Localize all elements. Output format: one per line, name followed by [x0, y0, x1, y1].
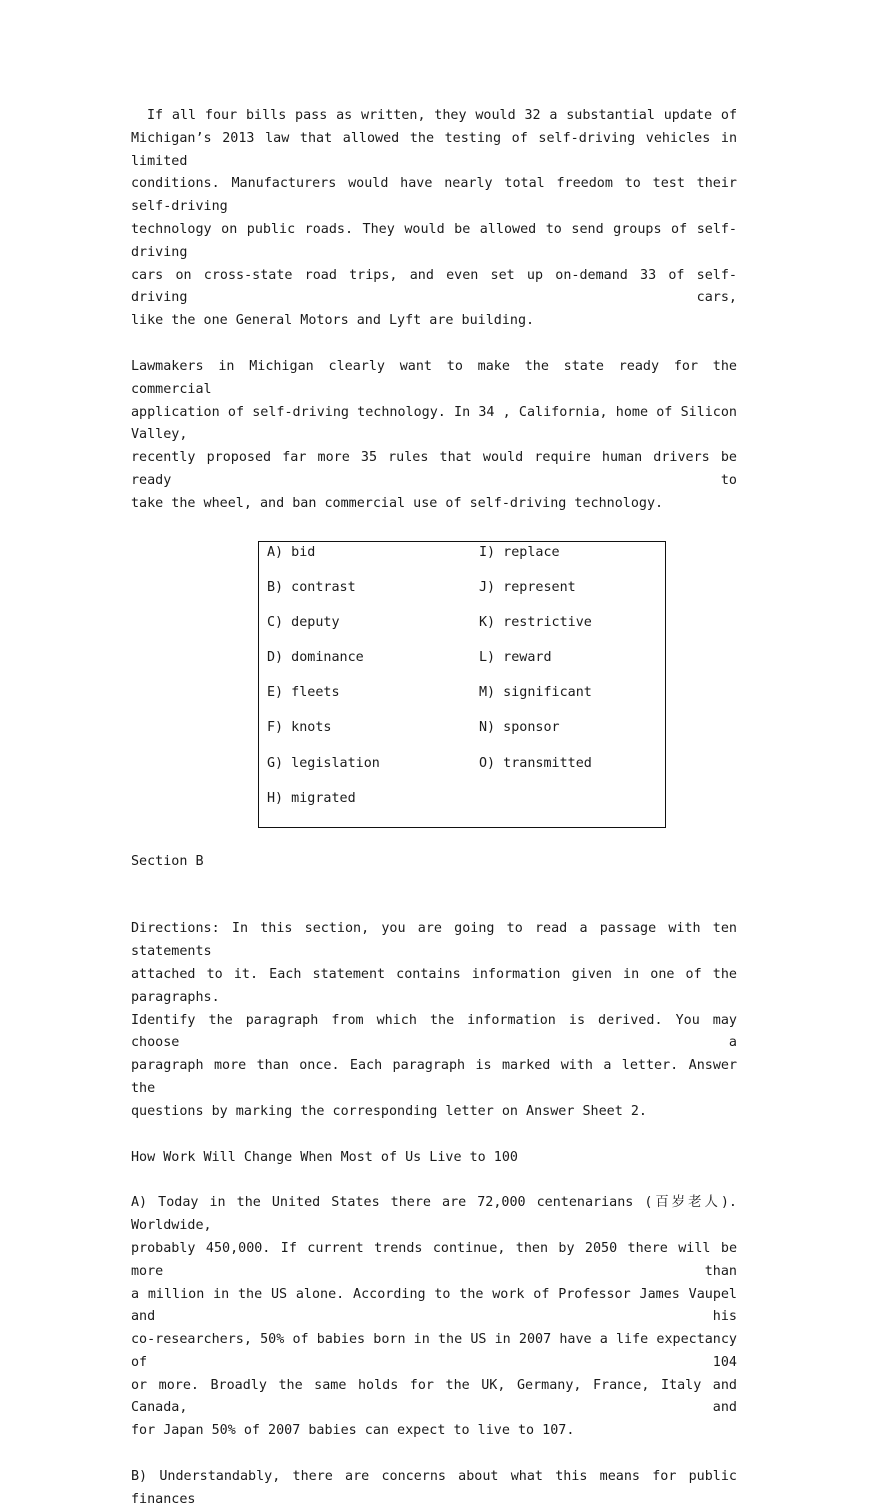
- text-line: Michigan’s 2013 law that allowed the testing of self-driving vehicles in limited: [131, 130, 737, 169]
- word-option: I) replace: [479, 544, 560, 560]
- text-line: cars on cross-state road trips, and even set up on-demand 33 of self-driving cars,: [131, 267, 737, 306]
- word-option: L) reward: [479, 649, 552, 665]
- word-option: E) fleets: [267, 684, 340, 700]
- word-option: C) deputy: [267, 614, 340, 630]
- text-line: for Japan 50% of 2007 babies can expect to live to 107.: [131, 1423, 575, 1439]
- text-line: a million in the US alone. According to the work of Professor James Vaupel and his: [131, 1286, 737, 1325]
- text-line: co-researchers, 50% of babies born in the US in 2007 have a life expectancy of 104: [131, 1332, 737, 1370]
- text-line: or more. Broadly the same holds for the UK, Germany, France, Italy and Canada, and: [131, 1377, 737, 1416]
- text-line: probably 450,000. If current trends continue, then by 2050 there will be more than: [131, 1240, 737, 1279]
- text-line: questions by marking the corresponding letter on Answer Sheet 2.: [131, 1103, 647, 1119]
- text-line: A) Today in the United States there are 72,000 centenarians (百岁老人). Worldwide,: [131, 1195, 737, 1234]
- document-page: [131, 105, 737, 1512]
- word-option: K) restrictive: [479, 614, 592, 630]
- paragraph-b: [131, 1466, 737, 1512]
- word-option: G) legislation: [267, 755, 380, 771]
- paragraph-a: [131, 1192, 737, 1443]
- passage-title: How Work Will Change When Most of Us Live to 100: [131, 1149, 518, 1165]
- text-line: attached to it. Each statement contains information given in one of the paragraphs.: [131, 966, 737, 1005]
- text-line: paragraph more than once. Each paragraph is marked with a letter. Answer the: [131, 1058, 737, 1096]
- word-option: N) sponsor: [479, 719, 560, 735]
- paragraph-1: [131, 105, 737, 333]
- text-line: recently proposed far more 35 rules that would require human drivers be ready to: [131, 450, 737, 488]
- text-line: technology on public roads. They would be allowed to send groups of self-driving: [131, 221, 737, 260]
- section-heading: Section B: [131, 853, 204, 869]
- word-option: A) bid: [267, 544, 316, 560]
- word-option: D) dominance: [267, 649, 364, 665]
- text-line: If all four bills pass as written, they would 32 a substantial update of: [147, 108, 737, 123]
- word-option: H) migrated: [267, 790, 356, 806]
- word-option: F) knots: [267, 719, 332, 735]
- text-line: Lawmakers in Michigan clearly want to make the state ready for the commercial: [131, 358, 737, 397]
- text-line: Directions: In this section, you are going to read a passage with ten statements: [131, 921, 737, 960]
- word-bank-box: [258, 541, 666, 828]
- directions-paragraph: [131, 918, 737, 1123]
- word-option: M) significant: [479, 684, 592, 700]
- word-option: B) contrast: [267, 579, 356, 595]
- text-line: Identify the paragraph from which the information is derived. You may choose a: [131, 1012, 737, 1051]
- text-line: take the wheel, and ban commercial use of self-driving technology.: [131, 495, 664, 511]
- text-line: like the one General Motors and Lyft are building.: [131, 313, 535, 329]
- paragraph-2: [131, 356, 737, 516]
- word-option: J) represent: [479, 579, 576, 595]
- text-line: conditions. Manufacturers would have nearly total freedom to test their self-driving: [131, 176, 737, 215]
- text-line: application of self-driving technology. In 34 , California, home of Silicon Valley,: [131, 404, 737, 443]
- text-line: B) Understandably, there are concerns about what this means for public finances: [131, 1469, 737, 1507]
- word-option: O) transmitted: [479, 755, 592, 771]
